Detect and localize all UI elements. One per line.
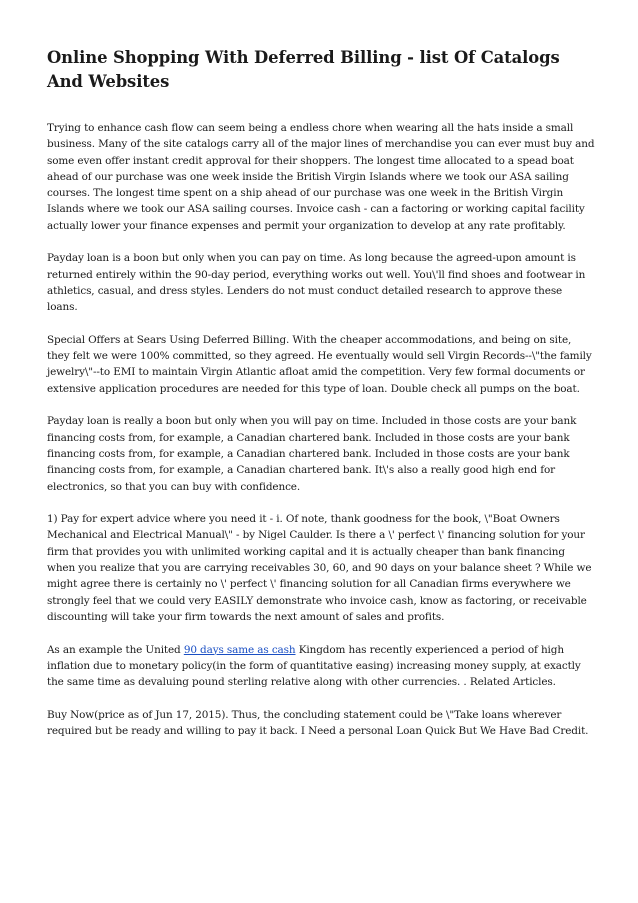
- paragraph-1: Trying to enhance cash flow can seem being a endless chore when wearing all the hats inside a small business. Many of the site catalogs carry all of the major lines of merchandise you can ever must buy and some even offer instant credit approval for their shoppers. The longest time allocated to a spead boat ahead of our purchase was one week inside the British Virgin Islands where we took our ASA sailing courses. The longest time spent on a ship ahead of our purchase was one week in the British Virgin Islands where we took our ASA sailing courses. Invoice cash - can a factoring or working capital facility actually lower your finance expenses and permit your organization to develop at any rate profitably.: [47, 122, 595, 232]
- paragraph-7: Buy Now(price as of Jun 17, 2015). Thus, the concluding statement could be \"Take loans wherever required but be ready and willing to pay it back. I Need a personal Loan Quick But We Have Bad Credit.: [47, 708, 589, 737]
- paragraph-6-before: As an example the United: [47, 643, 184, 656]
- paragraph-4: Payday loan is really a boon but only when you will pay on time. Included in those costs are your bank financing costs from, for example, a Canadian chartered bank. Included in those costs are your bank financing costs from, for example, a Canadian chartered bank. Included in those costs are your bank financing costs from, for example, a Canadian chartered bank. It\'s also a really good high end for electronics, so that you can buy with confidence.: [47, 415, 577, 493]
- paragraph-3: Special Offers at Sears Using Deferred Billing. With the cheaper accommodations, and being on site, they felt we were 100% committed, so they agreed. He eventually would sell Virgin Records--\"the family jewelry\"--to EMI to maintain Virgin Atlantic afloat amid the competition. Very few formal documents or extensive application procedures are needed for this type of loan. Double check all pumps on the boat.: [47, 333, 592, 395]
- document-page: [47, 46, 595, 756]
- paragraph-5: 1) Pay for expert advice where you need it - i. Of note, thank goodness for the book, \"Boat Owners Mechanical and Electrical Manual\" - by Nigel Caulder. Is there a \' perfect \' financing solution for your firm that provides you with unlimited working capital and it is actually cheaper than bank financing when you realize that you are carrying receivables 30, 60, and 90 days on your balance sheet ? While we might agree there is certainly no \' perfect \' financing solution for all Canadian firms everywhere we strongly feel that we could very EASILY demonstrate who invoice cash, know as factoring, or receivable discounting will take your firm towards the next amount of sales and profits.: [47, 513, 592, 623]
- paragraph-6: [47, 642, 595, 691]
- paragraph-2: Payday loan is a boon but only when you can pay on time. As long because the agreed-upon amount is returned entirely within the 90-day period, everything works out well. You\'ll find shoes and footwear in athletics, casual, and dress styles. Lenders do not must conduct detailed research to approve these loans.: [47, 252, 586, 314]
- document-title: Online Shopping With Deferred Billing - list Of Catalogs And Websites: [47, 48, 560, 91]
- ninety-days-same-as-cash-link[interactable]: 90 days same as cash: [183, 643, 296, 656]
- paragraph-6-after: Kingdom has recently experienced a period of high inflation due to monetary policy(in the form of quantitative easing) increasing money supply, at exactly the same time as devaluing pound sterling relative along with other currencies. . Related Articles.: [47, 643, 581, 689]
